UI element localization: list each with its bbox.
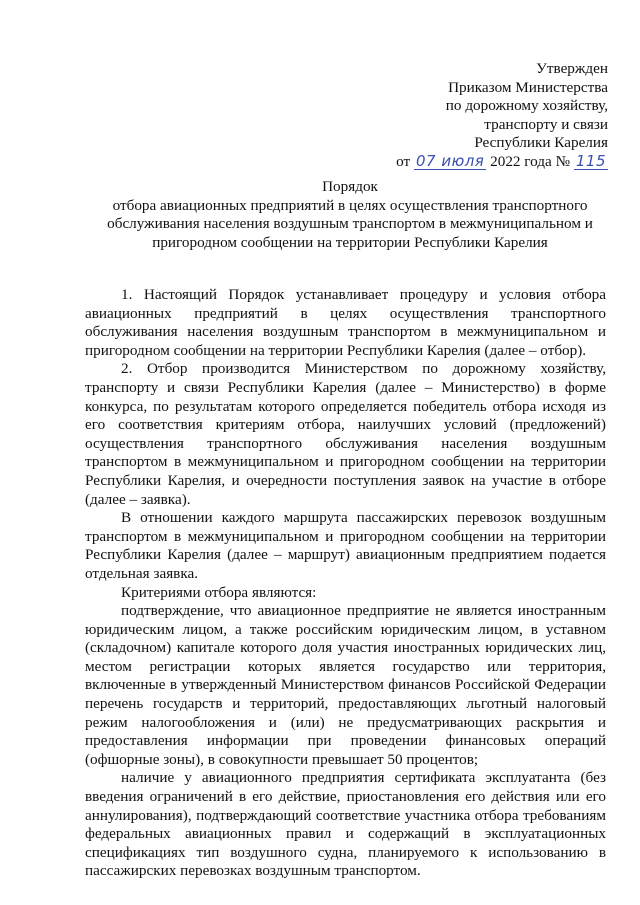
approval-line-3: по дорожному хозяйству, [445, 97, 608, 115]
year-text: 2022 года № [490, 152, 571, 170]
approval-line-4: транспорту и связи [484, 115, 608, 133]
paragraph-1: 1. Настоящий Порядок устанавливает процедуру и условия отбора авиационных предприятий в целях осуществления транспортного обслуживания населения воздушным транспортом в межмуниципальном и пригородном сообщении на территории Республики Карелия (далее – отбор). [85, 286, 606, 359]
handwritten-date: 07 июля [415, 151, 485, 170]
date-prefix: от [396, 152, 411, 170]
approval-line-2: Приказом Министерства [448, 78, 608, 96]
title-line-3: пригородном сообщении на территории Республики Карелия [152, 233, 548, 251]
title-line-1: отбора авиационных предприятий в целях осуществления транспортного [112, 196, 588, 214]
document-body [85, 286, 606, 881]
title-heading: Порядок [322, 178, 378, 195]
paragraph-3: В отношении каждого маршрута пассажирских перевозок воздушным транспортом в межмуниципальном и пригородном сообщении на территории Республики Карелия (далее – маршрут) авиационным предприятием подается отдельная заявка. [85, 509, 606, 582]
handwritten-number: 115 [575, 151, 606, 170]
approval-line-1: Утвержден [536, 60, 608, 77]
paragraph-2: 2. Отбор производится Министерством по дорожному хозяйству, транспорту и связи Республики Карелия (далее – Министерство) в форме конкурса, по результатам которого определяется победитель отбора исходя из его соответствия критериям отбора, наилучших условий (предложений) осуществления транспортного обслуживания населения воздушным транспортом в межмуниципальном и пригородном сообщении на территории Республики Карелия, и очередности поступления заявок на участие в отборе (далее – заявка). [85, 360, 606, 508]
document-title [80, 178, 620, 252]
approval-stamp-block [396, 60, 608, 172]
approval-line-5: Республики Карелия [474, 134, 608, 152]
paragraph-6: наличие у авиационного предприятия сертификата эксплуатанта (без введения ограничений в его действие, приостановления его действия или его аннулирования), подтверждающий соответствие участника отбора требованиям федеральных авиационных правил и содержащий в эксплуатационных спецификациях тип воздушного судна, планируемого к использованию в пассажирских перевозках воздушным транспортом. [85, 769, 606, 880]
paragraph-4: Критериями отбора являются: [121, 583, 317, 601]
title-line-2: обслуживания населения воздушным транспортом в межмуниципальном и [107, 215, 593, 233]
paragraph-5: подтверждение, что авиационное предприятие не является иностранным юридическим лицом, а также российским юридическим лицом, в уставном (складочном) капитале которого доля участия иностранных юридических лиц, местом регистрации которых является государство или территория, включенные в утвержденный Министерством финансов Российской Федерации перечень государств и территорий, предоставляющих льготный налоговый режим налогообложения и (или) не предусматривающих раскрытия и предоставления информации при проведении финансовых операций (офшорные зоны), в совокупности превышает 50 процентов; [85, 602, 606, 768]
approval-date-line [396, 153, 608, 172]
